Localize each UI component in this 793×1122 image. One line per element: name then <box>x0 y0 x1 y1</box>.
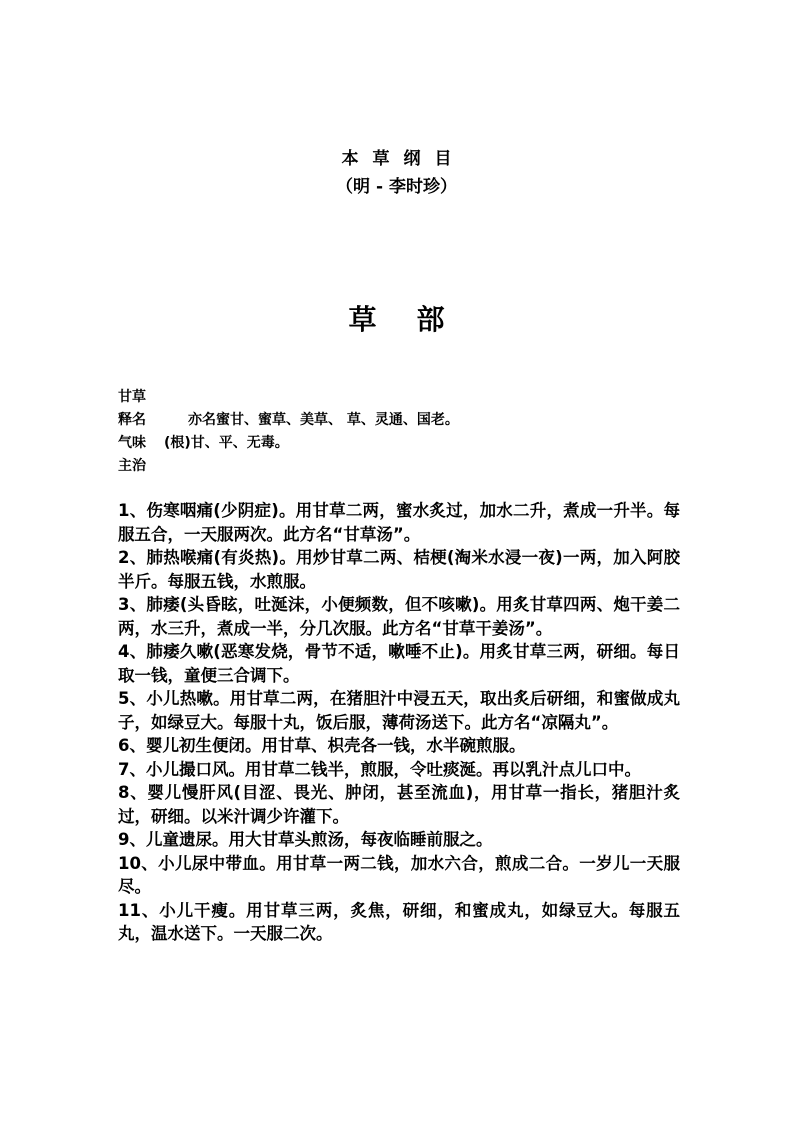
entry-name: 甘草 <box>118 389 146 405</box>
prescription-item: 6、婴儿初生便闭。用甘草、枳壳各一钱，水半碗煎服。 <box>118 736 526 755</box>
prescription-item: 2、肺热喉痛(有炎热)。用炒甘草二两、桔梗(淘米水浸一夜)一两，加入阿胶半斤。每服五钱，水煎服。 <box>118 548 680 591</box>
prescription-item: 11、小儿干瘦。用甘草三两，炙焦，研细，和蜜成丸，如绿豆大。每服五丸，温水送下。一天服二次。 <box>118 900 680 943</box>
author-line: （明 - 李时珍） <box>336 177 457 197</box>
section-title: 草部 <box>348 303 485 336</box>
field-indications <box>118 455 188 475</box>
field-value: 亦名蜜甘、蜜草、美草、 草、灵通、国老。 <box>188 412 459 428</box>
prescription-item: 4、肺痿久嗽(恶寒发烧，骨节不适，嗽唾不止)。用炙甘草三两，研细。每日取一钱，童便三合调下。 <box>118 642 680 685</box>
field-label: 释名 <box>118 412 146 428</box>
prescription-item: 8、婴儿慢肝风(目涩、畏光、肿闭，甚至流血)，用甘草一指长，猪胆汁炙过，研细。以米汁调少许灌下。 <box>118 783 680 826</box>
prescription-item: 9、儿童遗尿。用大甘草头煎汤，每夜临睡前服之。 <box>118 830 493 849</box>
prescription-item: 10、小儿尿中带血。用甘草一两二钱，加水六合，煎成二合。一岁儿一天服尽。 <box>118 853 680 896</box>
prescription-item: 1、伤寒咽痛(少阴症)。用甘草二两，蜜水炙过，加水二升，煮成一升半。每服五合，一天服两次。此方名“甘草汤”。 <box>118 501 680 544</box>
field-alias <box>118 409 459 429</box>
field-value: (根)甘、平、无毒。 <box>164 435 289 451</box>
prescription-list <box>118 499 680 946</box>
prescription-item: 3、肺痿(头昏眩，吐涎沫，小便频数，但不咳嗽)。用炙甘草四两、炮干姜二两，水三升，煮成一半，分几次服。此方名“甘草干姜汤”。 <box>118 595 680 638</box>
field-taste <box>118 432 289 452</box>
book-title: 本草纲目 <box>341 149 466 169</box>
field-label: 主治 <box>118 458 146 474</box>
field-label: 气味 <box>118 435 146 451</box>
prescription-item: 7、小儿撮口风。用甘草二钱半，煎服，令吐痰涎。再以乳汁点儿口中。 <box>118 759 641 779</box>
prescription-item: 5、小儿热嗽。用甘草二两，在猪胆汁中浸五天，取出炙后研细，和蜜做成丸子，如绿豆大。每服十丸，饭后服，薄荷汤送下。此方名“凉隔丸”。 <box>118 689 680 732</box>
